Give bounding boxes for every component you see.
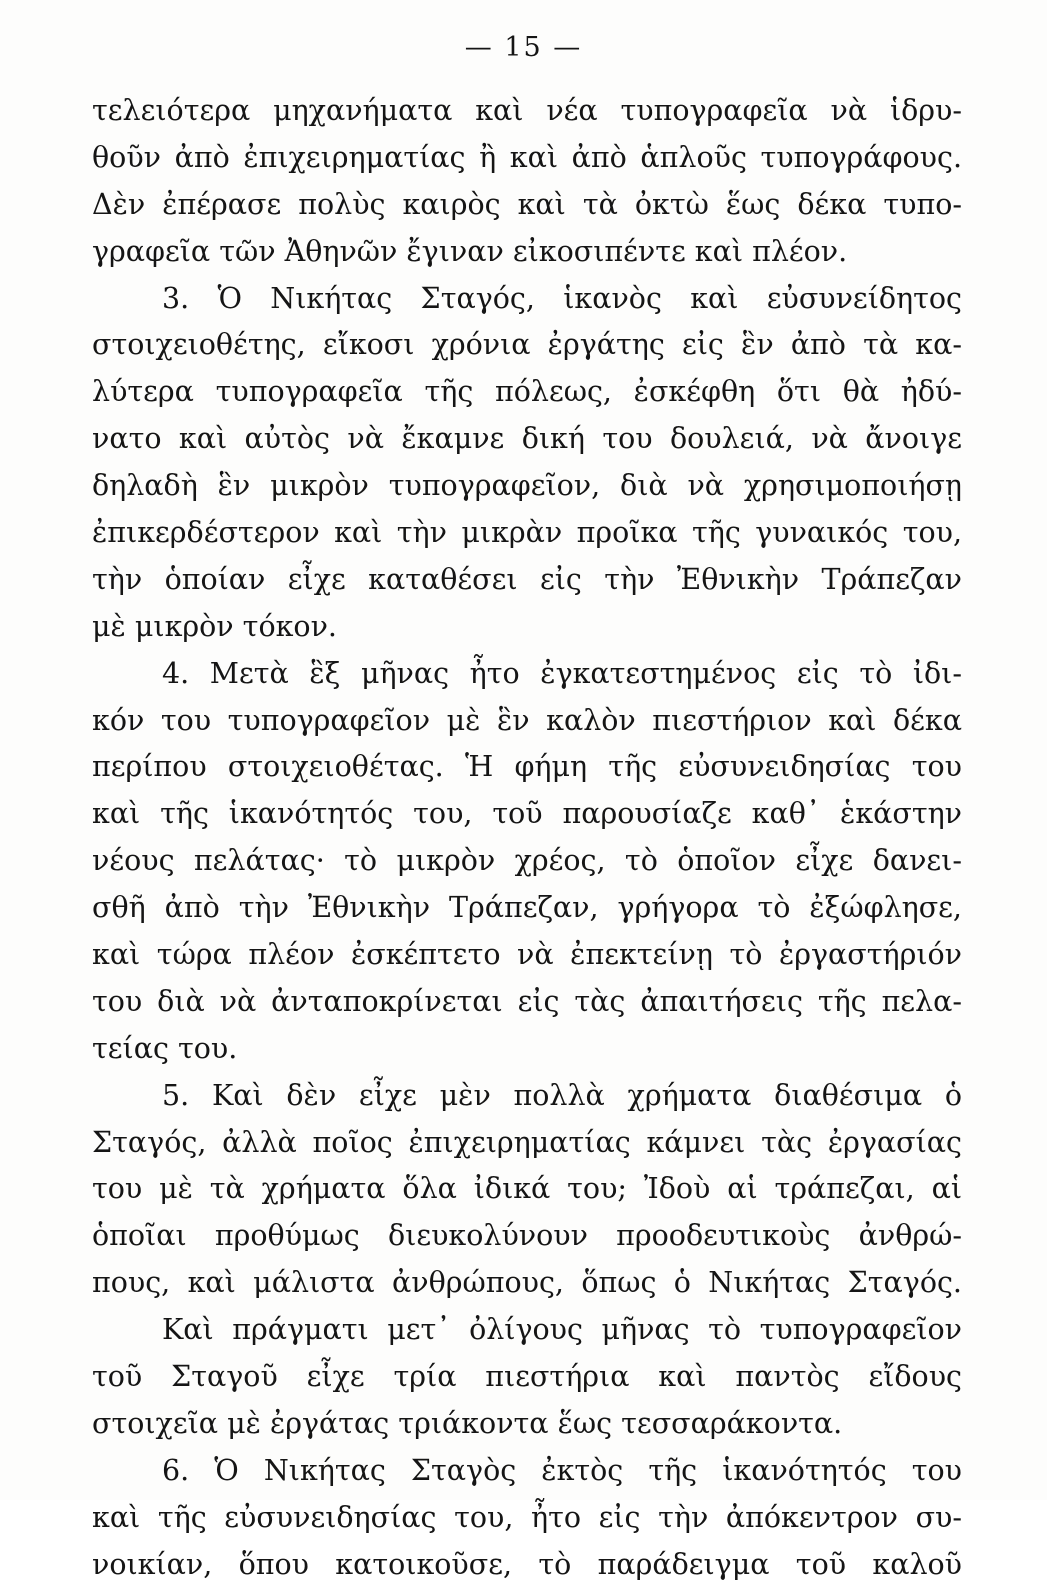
text-line: νέους πελάτας· τὸ μικρὸν χρέος, τὸ ὁποῖον εἶχε δανει- [92, 844, 962, 878]
text-line: καὶ τῆς εὐσυνειδησίας του, ἦτο εἰς τὴν ἀπόκεντρον συ- [92, 1500, 962, 1534]
text-line: μὲ μικρὸν τόκον. [92, 609, 337, 643]
text-line: Καὶ πράγματι μετ᾽ ὀλίγους μῆνας τὸ τυπογραφεῖον [162, 1313, 962, 1347]
text-line: κόν του τυπογραφεῖον μὲ ἓν καλὸν πιεστήριον καὶ δέκα [92, 703, 962, 737]
text-line: τὴν ὁποίαν εἶχε καταθέσει εἰς τὴν Ἐθνικὴν Τράπεζαν [92, 562, 962, 596]
text-line: λύτερα τυπογραφεῖα τῆς πόλεως, ἐσκέφθη ὅτι θὰ ἠδύ- [92, 375, 962, 409]
text-line: τοῦ Σταγοῦ εἶχε τρία πιεστήρια καὶ παντὸς εἴδους [92, 1360, 962, 1394]
text-line: Δὲν ἐπέρασε πολὺς καιρὸς καὶ τὰ ὀκτὼ ἕως δέκα τυπο- [92, 187, 962, 221]
text-line: πους, καὶ μάλιστα ἀνθρώπους, ὅπως ὁ Νικήτας Σταγός. [92, 1266, 962, 1300]
text-line: 6. Ὁ Νικήτας Σταγὸς ἐκτὸς τῆς ἱκανότητός του [162, 1453, 962, 1487]
text-line: του μὲ τὰ χρήματα ὅλα ἰδικά του; Ἰδοὺ αἱ τράπεζαι, αἱ [92, 1172, 962, 1206]
text-line: 5. Καὶ δὲν εἶχε μὲν πολλὰ χρήματα διαθέσιμα ὁ [162, 1078, 962, 1112]
text-line: νατο καὶ αὐτὸς νὰ ἔκαμνε δική του δουλειά, νὰ ἄνοιγε [92, 422, 962, 456]
text-line: θοῦν ἀπὸ ἐπιχειρηματίας ἢ καὶ ἀπὸ ἁπλοῦς τυπογράφους. [92, 140, 962, 174]
text-line: τελειότερα μηχανήματα καὶ νέα τυπογραφεῖα νὰ ἱδρυ- [92, 94, 962, 127]
text-line: ὁποῖαι προθύμως διευκολύνουν προοδευτικοὺς ἀνθρώ- [92, 1219, 962, 1253]
text-line: τείας του. [92, 1031, 238, 1065]
text-line: 4. Μετὰ ἓξ μῆνας ἦτο ἐγκατεστημένος εἰς τὸ ἰδι- [162, 656, 962, 690]
text-line: στοιχεῖα μὲ ἐργάτας τριάκοντα ἕως τεσσαράκοντα. [92, 1406, 843, 1440]
text-line: Σταγός, ἀλλὰ ποῖος ἐπιχειρηματίας κάμνει τὰς ἐργασίας [92, 1125, 962, 1159]
text-line: δηλαδὴ ἓν μικρὸν τυπογραφεῖον, διὰ νὰ χρησιμοποιήσῃ [92, 469, 962, 503]
page-number: — 15 — [464, 32, 583, 63]
text-line: σθῆ ἀπὸ τὴν Ἐθνικὴν Τράπεζαν, γρήγορα τὸ ἐξώφλησε, [92, 891, 962, 925]
text-line: περίπου στοιχειοθέτας. Ἡ φήμη τῆς εὐσυνειδησίας του [92, 750, 962, 784]
text-line: γραφεῖα τῶν Ἀθηνῶν ἔγιναν εἰκοσιπέντε καὶ πλέον. [92, 234, 848, 268]
body-text [92, 88, 962, 1589]
text-line: ἐπικερδέστερον καὶ τὴν μικρὰν προῖκα τῆς γυναικός του, [92, 516, 962, 550]
text-line: καὶ τῆς ἱκανότητός του, τοῦ παρουσίαζε καθ᾽ ἑκάστην [92, 797, 962, 831]
text-line: του διὰ νὰ ἀνταποκρίνεται εἰς τὰς ἀπαιτήσεις τῆς πελα- [92, 984, 962, 1018]
text-line: καὶ τώρα πλέον ἐσκέπτετο νὰ ἐπεκτείνῃ τὸ ἐργαστήριόν [92, 938, 962, 972]
text-line: 3. Ὁ Νικήτας Σταγός, ἱκανὸς καὶ εὐσυνείδητος [162, 281, 962, 315]
text-line: στοιχειοθέτης, εἴκοσι χρόνια ἐργάτης εἰς ἓν ἀπὸ τὰ κα- [92, 328, 962, 362]
text-line: νοικίαν, ὅπου κατοικοῦσε, τὸ παράδειγμα τοῦ καλοῦ [92, 1547, 962, 1581]
